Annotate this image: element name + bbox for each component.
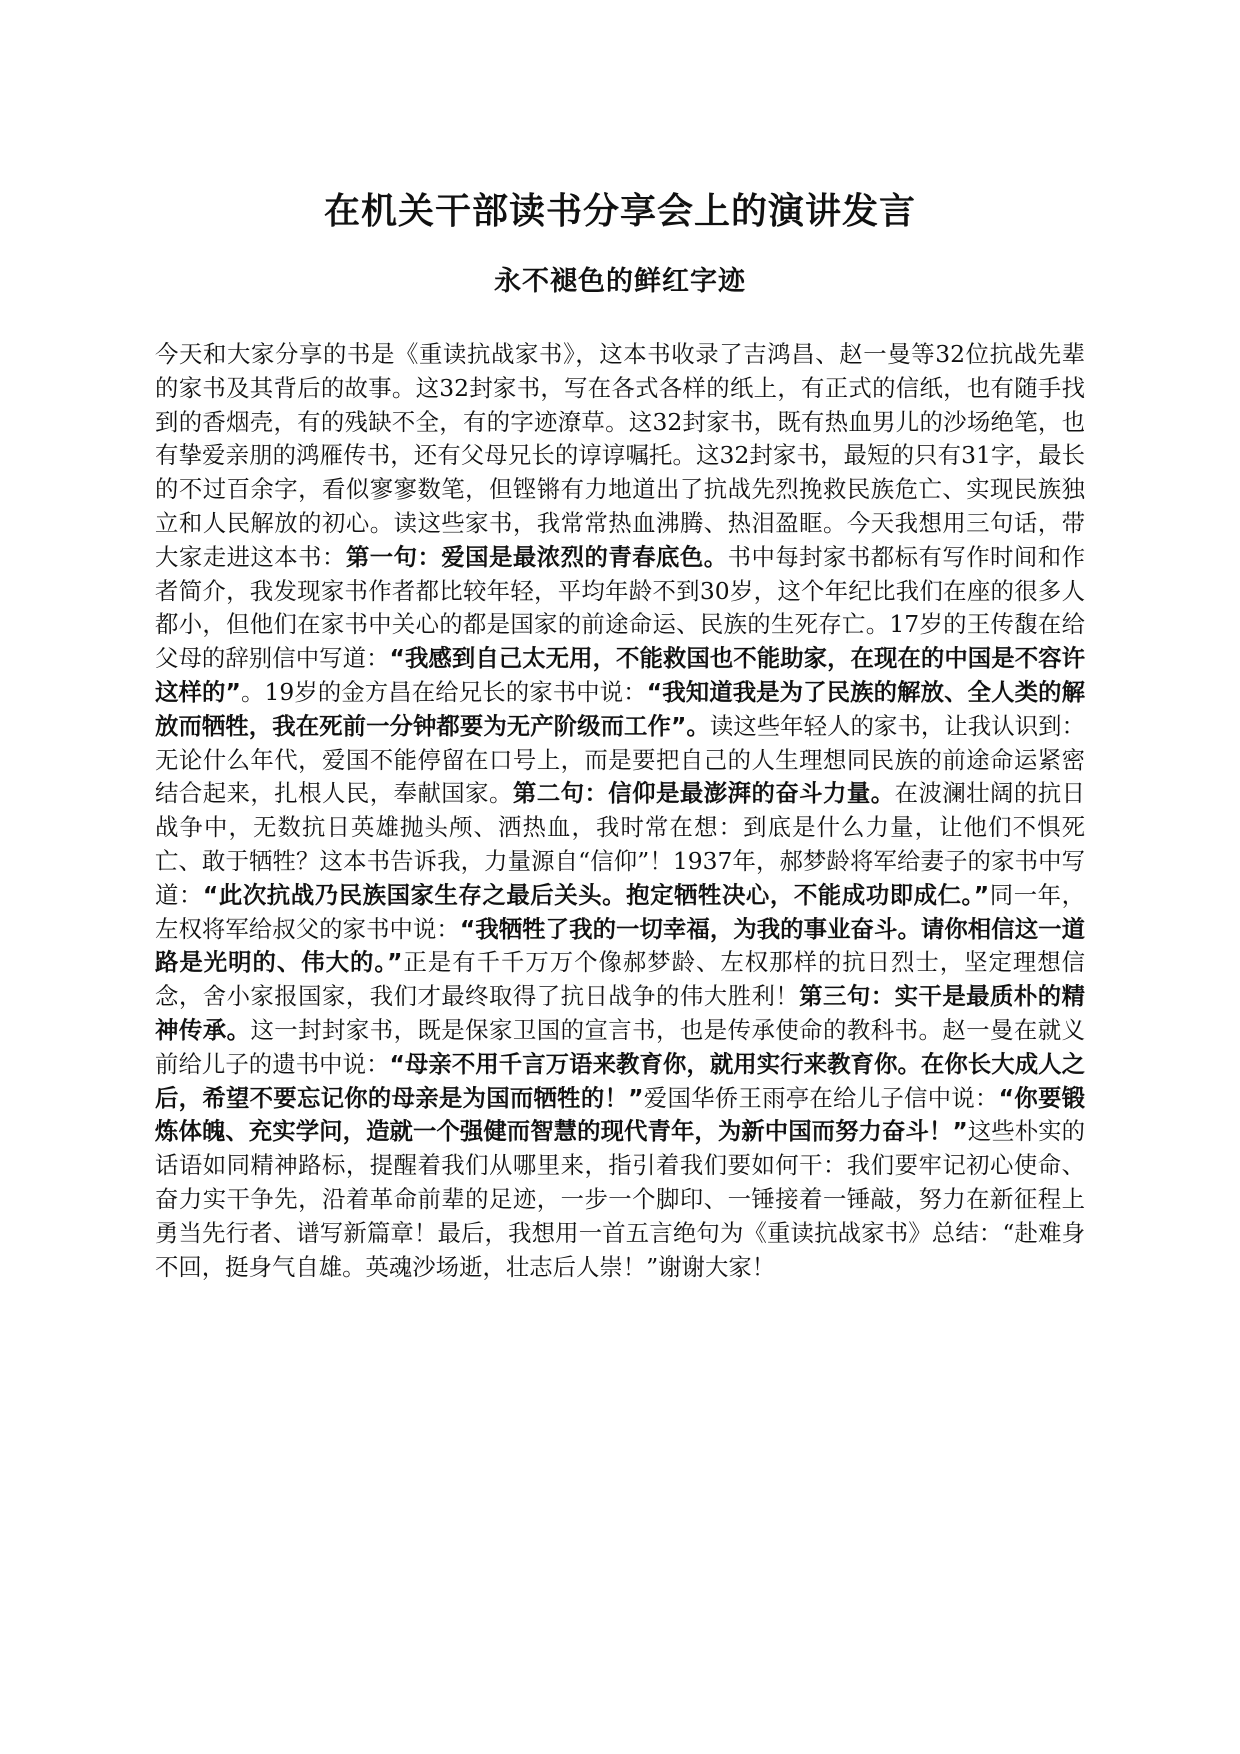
body-emphasis: 第二句：信仰是最澎湃的奋斗力量。 <box>512 779 895 808</box>
page-title: 在机关干部读书分享会上的演讲发言 <box>323 191 916 232</box>
body-quote: “此次抗战乃民族国家生存之最后关头。抱定牺牲决心，不能成功即成仁。” <box>202 880 990 909</box>
body-text: 读这些年轻人的家书，让我认识到：无论什么年代，爱国不能停留在口号上，而是要把自己的人生理想同民族的前途命运紧密结合起来，扎根人民，奉献国家。 <box>155 711 1085 808</box>
page-subtitle: 永不褪色的鲜红字迹 <box>494 266 746 297</box>
body-text: 在波澜壮阔的抗日战争中，无数抗日英雄抛头颅、洒热血，我时常在想：到底是什么力量，让他们不惧死亡、敢于牺牲？这本书告诉我，力量源自“信仰”！1937年，郝梦龄将军给妻子的家书中写道： <box>155 779 1086 909</box>
body-paragraph <box>155 338 1085 1284</box>
body-text: 这一封封家书，既是保家卫国的宣言书，也是传承使命的教科书。赵一曼在就义前给儿子的遗书中说： <box>155 1015 1086 1078</box>
body-quote: “你要锻炼体魄、充实学问，造就一个强健而智慧的现代青年，为新中国而努力奋斗！” <box>155 1083 1086 1146</box>
body-quote: “母亲不用千言万语来教育你，就用实行来教育你。在你长大成人之后，希望不要忘记你的母亲是为国而牺牲的！” <box>155 1049 1086 1112</box>
body-text: 正是有千千万万个像郝梦龄、左权那样的抗日烈士，坚定理想信念，舍小家报国家，我们才最终取得了抗日战争的伟大胜利！ <box>155 948 1085 1011</box>
body-text: 今天和大家分享的书是《重读抗战家书》，这本书收录了吉鸿昌、赵一曼等32位抗战先辈的家书及其背后的故事。这32封家书，写在各式各样的纸上，有正式的信纸，也有随手找到的香烟壳，有的残缺不全，有的字迹潦草。这32封家书，既有热血男儿的沙场绝笔，也有挚爱亲朋的鸿雁传书，还有父母兄长的谆谆嘱托。这32封家书，最短的只有31字，最长的不过百余字，看似寥寥数笔，但铿锵有力地道出了抗战先烈挽救民族危亡、实现民族独立和人民解放的初心。读这些家书，我常常热血沸腾、热泪盈眶。今天我想用三句话，带大家走进这本书： <box>155 340 1085 571</box>
body-text: 同一年，左权将军给叔父的家书中说： <box>155 880 1086 943</box>
body-text: 书中每封家书都标有写作时间和作者简介，我发现家书作者都比较年轻，平均年龄不到30岁，这个年纪比我们在座的很多人都小，但他们在家书中关心的都是国家的前途命运、民族的生死存亡。17岁的王传馥在给父母的辞别信中写道： <box>155 542 1086 673</box>
body-emphasis: 第三句：实干是最质朴的精神传承。 <box>155 982 1086 1044</box>
body-text: 爱国华侨王雨亭在给儿子信中说： <box>643 1083 999 1112</box>
body-quote: “我感到自己太无用，不能救国也不能助家，在现在的中国是不容许这样的” <box>155 644 1086 706</box>
body-quote: “我知道我是为了民族的解放、全人类的解放而牺牲，我在死前一分钟都要为无产阶级而工作”。 <box>155 677 1085 740</box>
body-quote: “我牺牲了我的一切幸福，为我的事业奋斗。请你相信这一道路是光明的、伟大的。” <box>155 914 1085 977</box>
body-text: 这些朴实的话语如同精神路标，提醒着我们从哪里来，指引着我们要如何干：我们要牢记初心使命、奋力实干争先，沿着革命前辈的足迹，一步一个脚印、一锤接着一锤敲，努力在新征程上勇当先行者、谱写新篇章！最后，我想用一首五言绝句为《重读抗战家书》总结：“赴难身不回，挺身气自雄。英魂沙场逝，壮志后人崇！”谢谢大家！ <box>155 1117 1086 1281</box>
body-emphasis: 第一句：爱国是最浓烈的青春底色。 <box>345 542 728 571</box>
body-text: 。19岁的金方昌在给兄长的家书中说： <box>240 677 647 706</box>
